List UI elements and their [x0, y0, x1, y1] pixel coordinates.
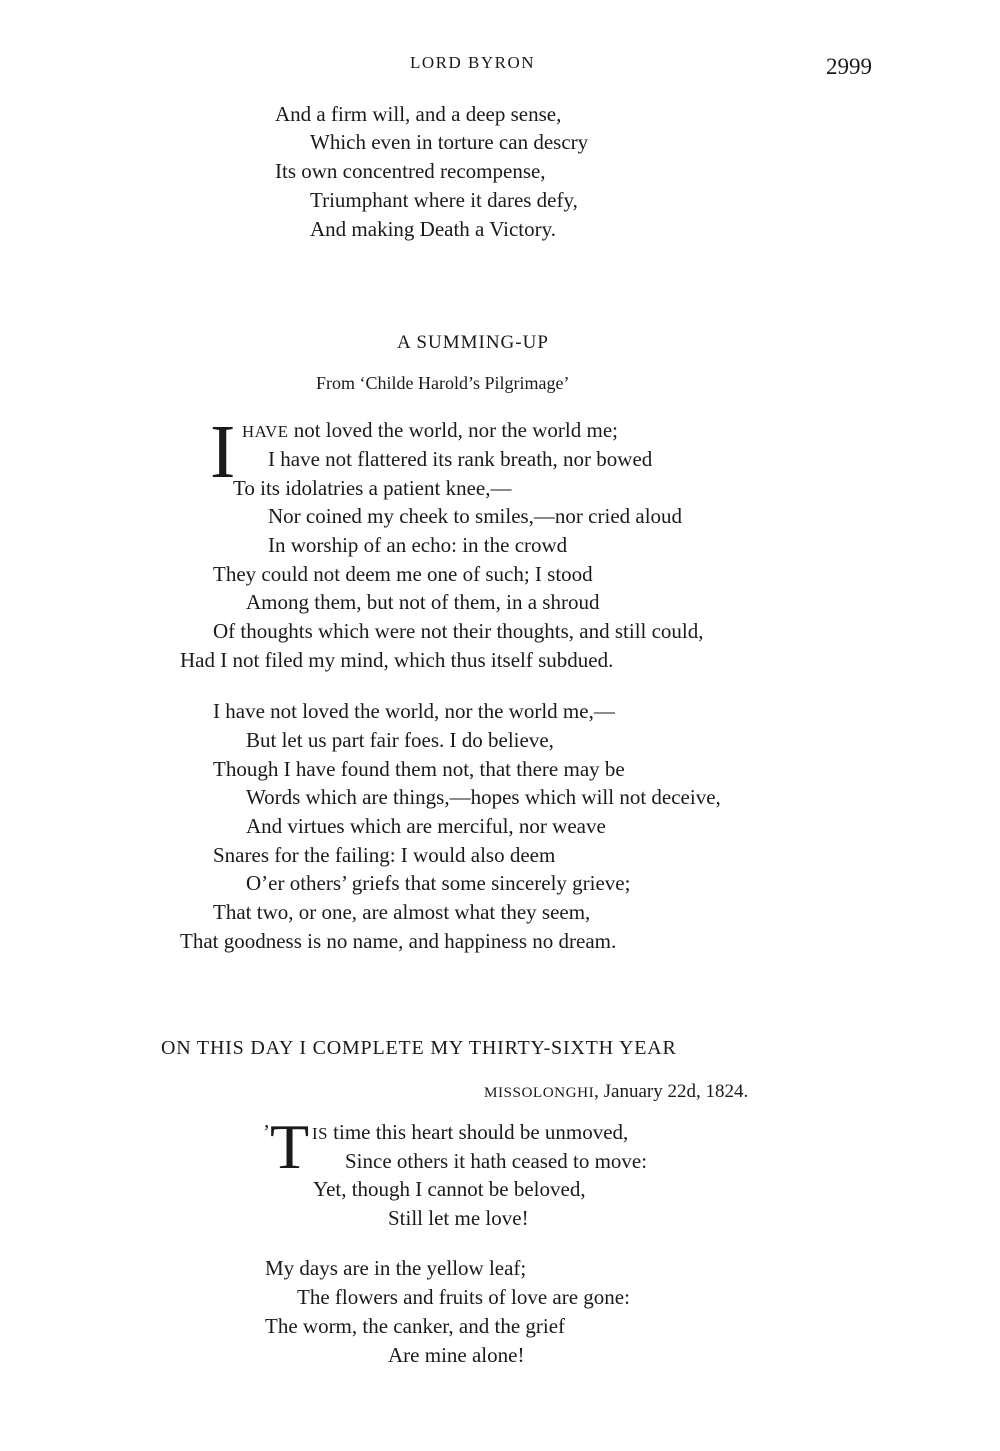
poem-line: The worm, the canker, and the grief	[265, 1314, 566, 1338]
small-caps-word: IS	[312, 1124, 328, 1143]
dateline	[484, 1081, 748, 1103]
poem-line: Though I have found them not, that there may be	[213, 757, 625, 781]
drop-cap: T	[270, 1111, 310, 1182]
poem-line: Still let me love!	[388, 1206, 529, 1230]
poem-line: Words which are things,—hopes which will not deceive,	[246, 785, 721, 809]
poem-line: That goodness is no name, and happiness no dream.	[180, 929, 617, 953]
poem-line: That two, or one, are almost what they seem,	[213, 900, 591, 924]
poem-line: Of thoughts which were not their thoughts, and still could,	[213, 619, 704, 643]
intro-line: And making Death a Victory.	[310, 217, 557, 241]
drop-cap: I	[210, 410, 236, 494]
poem-line: To its idolatries a patient knee,—	[233, 476, 512, 500]
first-line-text: time this heart should be unmoved,	[333, 1120, 629, 1144]
poem-line: Yet, though I cannot be beloved,	[313, 1177, 586, 1201]
date-text: , January 22d, 1824.	[594, 1081, 749, 1102]
intro-line: Triumphant where it dares defy,	[310, 188, 578, 212]
place-name: MISSOLONGHI	[484, 1084, 595, 1101]
poem-line: But let us part fair foes. I do believe,	[246, 728, 554, 752]
poem-line: My days are in the yellow leaf;	[265, 1256, 527, 1280]
poem-line	[312, 1122, 628, 1143]
poem-line: I have not flattered its rank breath, nor bowed	[268, 447, 653, 471]
poem-line	[242, 420, 618, 441]
poem-line: In worship of an echo: in the crowd	[268, 533, 568, 557]
running-title: LORD BYRON	[410, 53, 536, 72]
first-line-text: not loved the world, nor the world me;	[293, 418, 618, 442]
poem-title: A SUMMING-UP	[397, 332, 549, 353]
poem-source: From ‘Childe Harold’s Pilgrimage’	[316, 373, 570, 393]
poem-line: They could not deem me one of such; I stood	[213, 562, 593, 586]
poem-line: And virtues which are merciful, nor weave	[246, 814, 606, 838]
intro-line: Its own concentred recompense,	[275, 159, 546, 183]
poem-line: The flowers and fruits of love are gone:	[297, 1285, 630, 1309]
poem-line: Had I not filed my mind, which thus itself subdued.	[180, 648, 614, 672]
poem-line: Among them, but not of them, in a shroud	[246, 590, 600, 614]
poem-title: ON THIS DAY I COMPLETE MY THIRTY-SIXTH YEAR	[161, 1037, 677, 1059]
page-number: 2999	[826, 54, 872, 79]
small-caps-word: HAVE	[242, 422, 289, 441]
poem-line: Nor coined my cheek to smiles,—nor cried aloud	[268, 504, 683, 528]
apostrophe: ’	[263, 1120, 270, 1144]
poem-line: O’er others’ griefs that some sincerely grieve;	[246, 871, 631, 895]
poem-line: Since others it hath ceased to move:	[345, 1149, 648, 1173]
poem-line: Are mine alone!	[388, 1343, 525, 1367]
intro-line: Which even in torture can descry	[310, 130, 589, 154]
poem-line: Snares for the failing: I would also deem	[213, 843, 556, 867]
intro-line: And a firm will, and a deep sense,	[275, 102, 562, 126]
poem-line: I have not loved the world, nor the world me,—	[213, 699, 615, 723]
